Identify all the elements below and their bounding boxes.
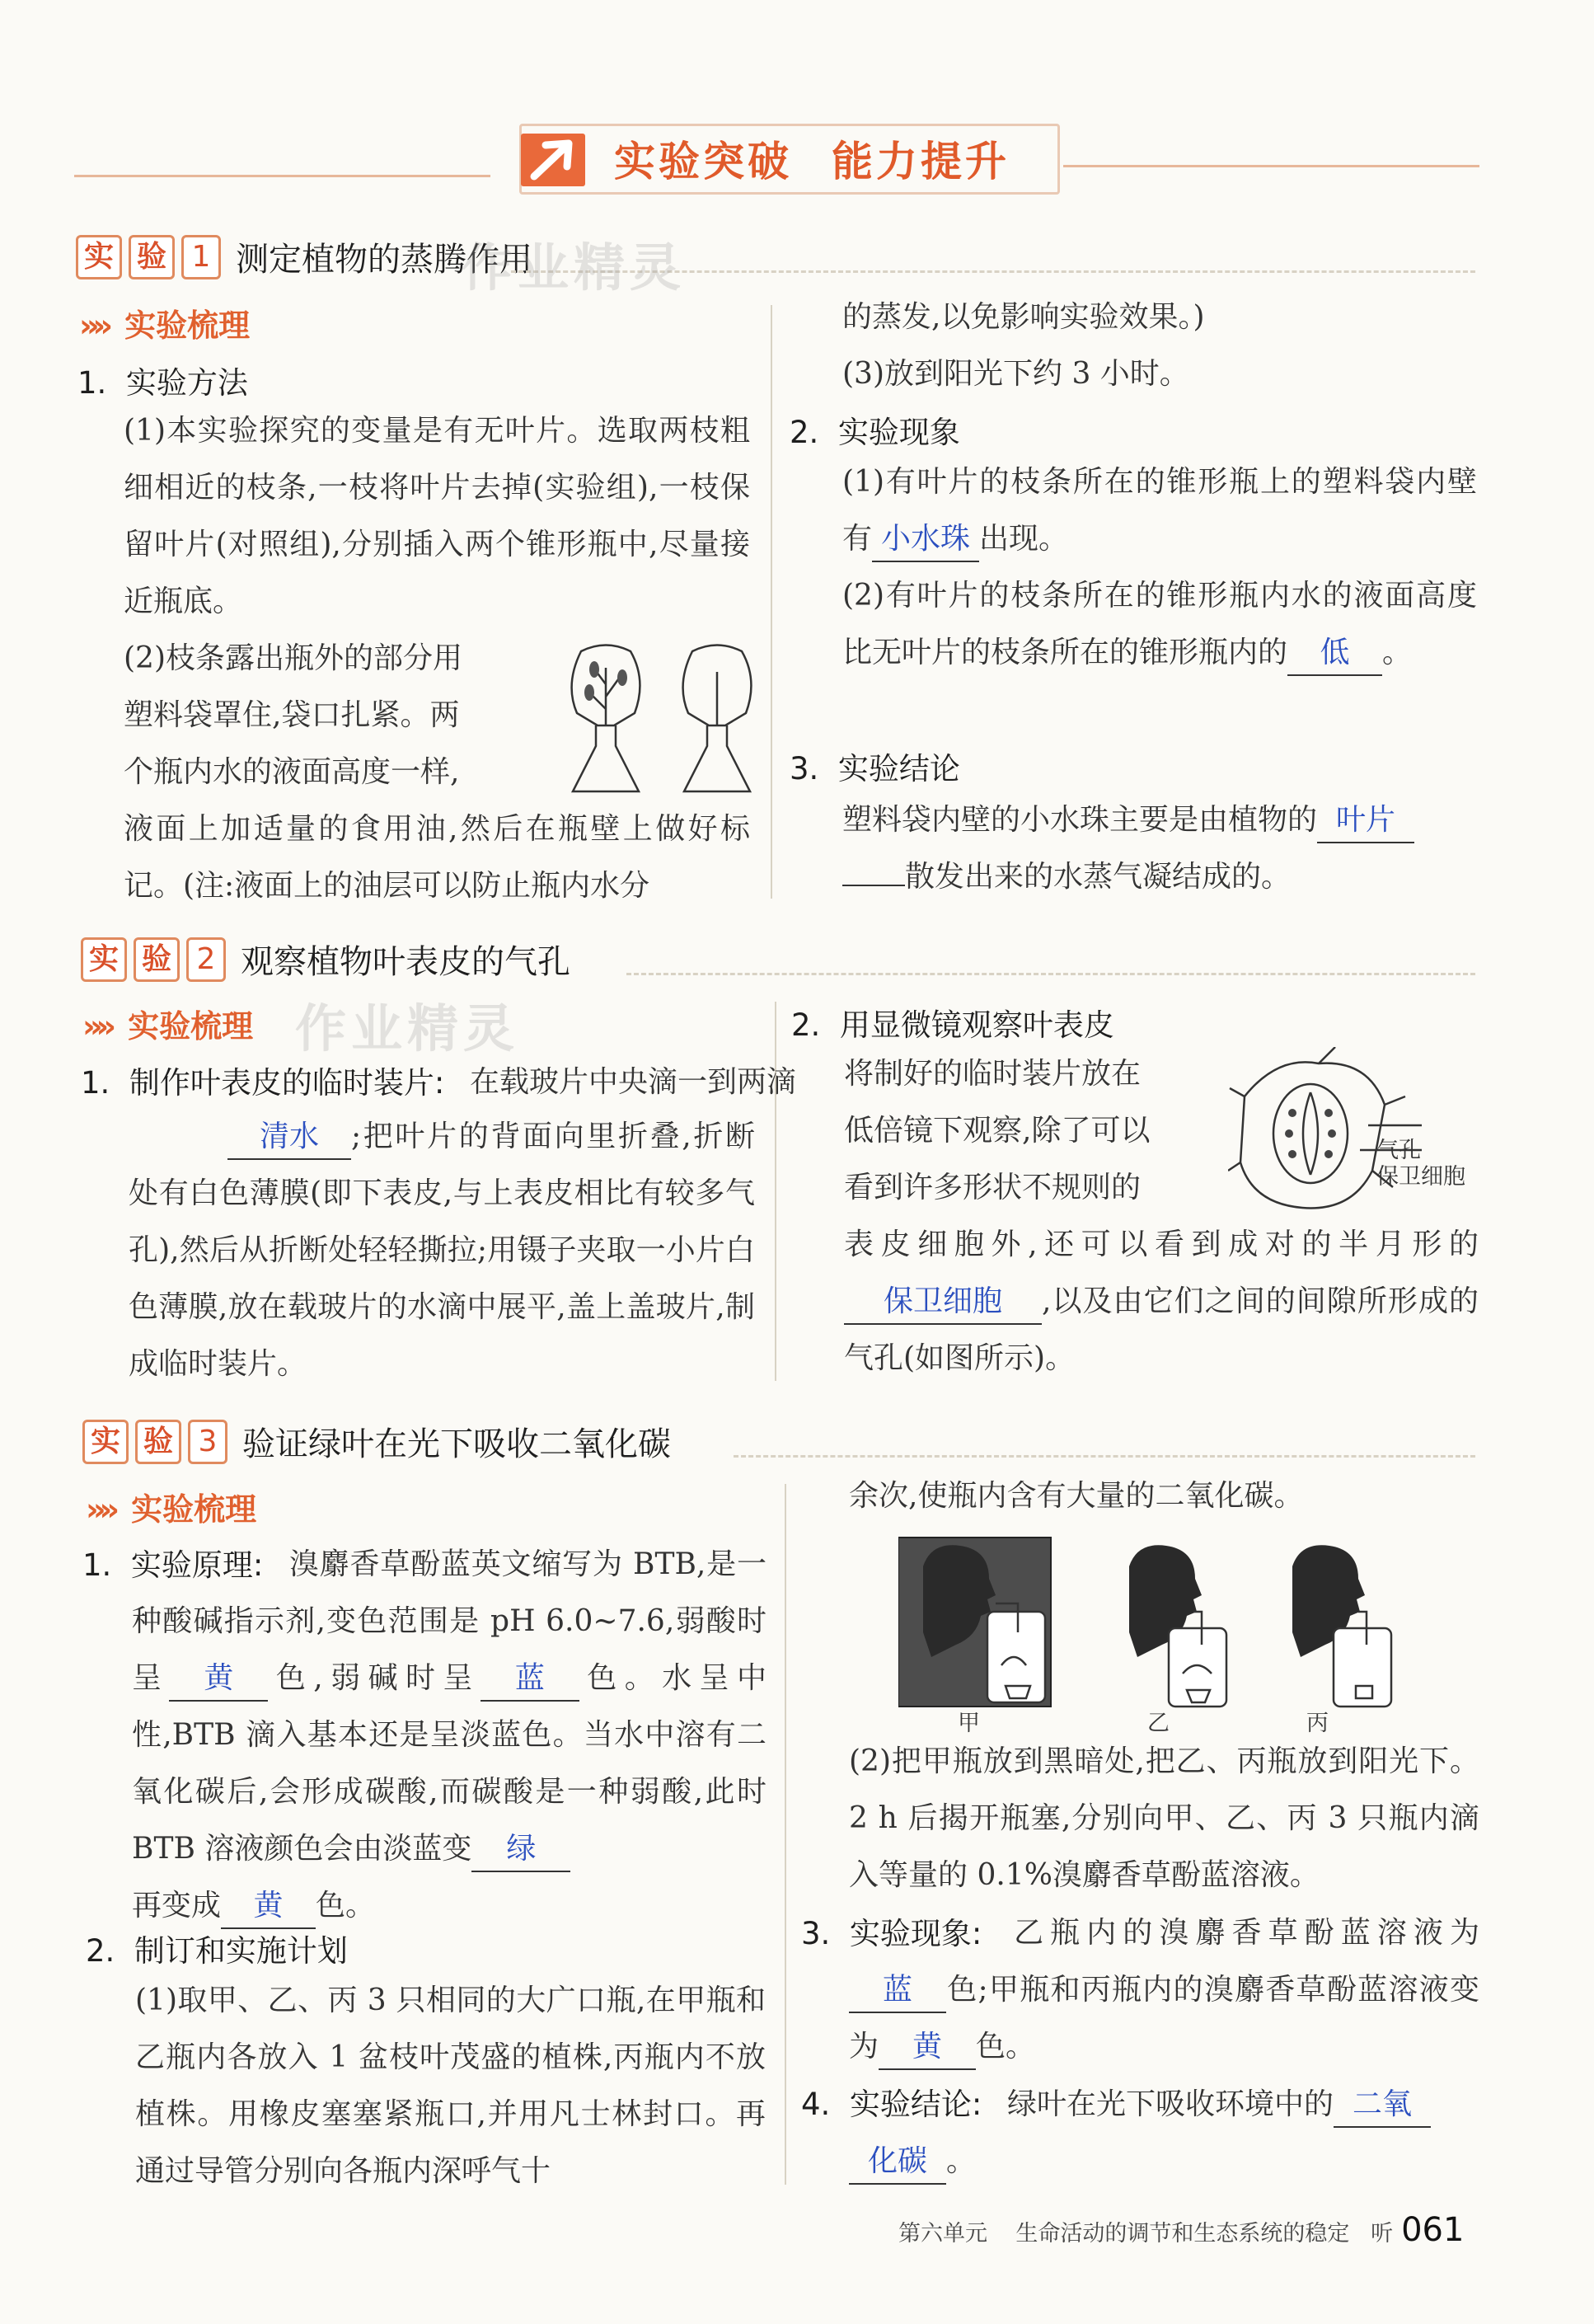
exp3-header	[82, 1418, 671, 1472]
exp3-item2-head	[86, 1926, 348, 1970]
exp2-header	[81, 936, 570, 990]
figure-label-guard-cell: 保卫细胞	[1376, 1164, 1465, 1190]
arrow-up-right-icon	[521, 134, 585, 186]
answer-blank: 保卫细胞	[844, 1280, 1042, 1325]
item-title: 实验现象	[837, 415, 960, 450]
figure-label-jia: 甲	[958, 1711, 980, 1736]
text: 。	[1382, 636, 1413, 669]
badge-shi: 实	[82, 1420, 129, 1464]
exp3-column-divider	[785, 1484, 786, 2185]
answer-blank: 黄	[221, 1885, 316, 1929]
text: 塑料袋内壁的小水珠主要是由植物的	[842, 803, 1318, 837]
exp2-r-rest	[844, 1216, 1479, 1387]
banner-left-rule	[74, 175, 490, 177]
text-line: 将制好的临时装片放在	[844, 1057, 1142, 1091]
text: (2)有叶片的枝条所在的锥形瓶内水的液面高度比无叶片的枝条所在的锥形瓶内的	[842, 579, 1477, 669]
exp3-p2: (1)取甲、乙、丙 3 只相同的大广口瓶,在甲瓶和乙瓶内各放入 1 盆枝叶茂盛的植株,丙瓶内不放植株。用橡皮塞塞紧瓶口,并用凡士林封口。再通过导管分别向各瓶内深呼气十	[135, 1984, 766, 2188]
text-line: 塑料袋罩住,袋口扎紧。两	[124, 698, 460, 732]
text-line: 个瓶内水的液面高度一样,	[124, 755, 460, 789]
exp2-item1-head	[81, 1058, 444, 1102]
flask-bag-illustration	[548, 635, 762, 800]
answer-blank: 清水	[227, 1115, 351, 1160]
double-chevron-icon: »»	[79, 308, 107, 344]
double-chevron-icon: »»	[86, 1491, 114, 1528]
exp1-r-p5	[842, 567, 1477, 681]
item-number: 1.	[81, 1065, 110, 1101]
text: ,以及由它们之间的间隙所形成的气孔(如图所示)。	[844, 1284, 1479, 1375]
exp3-subhead	[86, 1484, 256, 1529]
text: 溴麝香草酚蓝英文缩写为 BTB,是一种酸碱指示剂,变色范围是 pH 6.0~7.6,弱酸时呈	[132, 1547, 767, 1695]
footer-topic: 生命活动的调节和生态系统的稳定	[1015, 2221, 1350, 2247]
watermark: 作业精灵	[462, 237, 687, 298]
badge-num: 3	[188, 1420, 227, 1464]
banner-right-text: 能力提升	[832, 138, 1010, 185]
exp3-dashline	[734, 1455, 1475, 1458]
text: 色;甲瓶和丙瓶内的溴麝香草酚蓝溶液变为	[849, 1973, 1479, 2063]
subhead-label: 实验梳理	[131, 1491, 257, 1528]
text: ;把叶片的背面向里折叠,折断处有白色薄膜(即下表皮,与上表皮相比有较多气孔),然后从折断处轻轻撕拉;用镊子夹取一小片白色薄膜,放在载玻片的水滴中展平,盖上盖玻片,制成临时装片。	[129, 1120, 755, 1381]
item-title: 实验原理:	[130, 1547, 264, 1583]
figure-label-yi: 乙	[1147, 1711, 1170, 1736]
page-footer	[898, 2211, 1464, 2249]
stomata-illustration	[1228, 1047, 1475, 1228]
item-title: 制作叶表皮的临时装片:	[129, 1065, 445, 1101]
exp2-p1a: 在载玻片中央滴一到两滴	[470, 1065, 797, 1099]
watermark: 作业精灵	[295, 998, 520, 1059]
exp1-p1: (1)本实验探究的变量是有无叶片。选取两枝粗细相近的枝条,一枝将叶片去掉(实验组),一枝保留叶片(对照组),分别插入两个锥形瓶中,尽量接近瓶底。	[124, 414, 750, 618]
badge-yan: 验	[129, 235, 175, 279]
exp1-subhead	[79, 300, 250, 345]
double-chevron-icon: »»	[82, 1008, 110, 1045]
exp3-p1	[132, 1536, 767, 1934]
exp3-title: 验证绿叶在光下吸收二氧化碳	[242, 1425, 671, 1463]
text: 再变成	[132, 1889, 222, 1923]
figure-label-bing: 丙	[1306, 1711, 1329, 1736]
exp2-r-lines	[844, 1045, 1231, 1216]
exp3-r-p4	[849, 2076, 1479, 2190]
exp1-r-p6	[842, 791, 1477, 905]
exp1-r-p3: (3)放到阳光下约 3 小时。	[842, 357, 1189, 391]
item-title: 实验方法	[125, 365, 248, 401]
item-number: 3.	[801, 1916, 831, 1951]
badge-yan: 验	[134, 937, 180, 982]
badge-shi: 实	[81, 937, 127, 982]
answer-blank: 绿	[471, 1828, 570, 1872]
banner-left-text: 实验突破	[614, 138, 792, 185]
text: 色,弱碱时呈	[268, 1661, 481, 1695]
text: 乙瓶内的溴麝香草酚蓝溶液为	[1007, 1916, 1479, 1950]
exp2-column-divider	[775, 1002, 776, 1381]
exp1-p2-rest: 液面上加适量的食用油,然后在瓶壁上做好标记。(注:液面上的油层可以防止瓶内水分	[124, 812, 750, 903]
exp2-subhead	[82, 1001, 253, 1046]
badge-num: 2	[186, 937, 226, 982]
banner-title	[614, 129, 1049, 188]
item-title: 用显微镜观察叶表皮	[839, 1007, 1114, 1043]
exp1-item2-head	[790, 407, 960, 452]
text: 表皮细胞外,还可以看到成对的半月形的	[844, 1228, 1479, 1261]
exp3-r-p2: (2)把甲瓶放到黑暗处,把乙、丙瓶放到阳光下。2 h 后揭开瓶塞,分别向甲、乙、丙 3 只瓶内滴入等量的 0.1%溴麝香草酚蓝溶液。	[849, 1744, 1479, 1892]
text-line: 看到许多形状不规则的	[844, 1171, 1142, 1204]
badge-shi: 实	[76, 235, 122, 279]
exp2-dashline	[626, 973, 1475, 975]
item-number: 4.	[801, 2087, 831, 2122]
text-line: 低倍镜下观察,除了可以	[844, 1114, 1151, 1148]
answer-blank: 黄	[879, 2026, 976, 2070]
text: 色。水呈中性,BTB 滴入基本还是呈淡蓝色。当水中溶有二氧化碳后,会形成碳酸,而碳酸是一种弱酸,此时 BTB 溶液颜色会由淡蓝变	[132, 1661, 767, 1866]
exp1-title: 测定植物的蒸腾作用	[236, 241, 532, 279]
answer-blank: 蓝	[849, 1969, 946, 2013]
text: 。	[946, 2144, 977, 2178]
text: 出现。	[979, 522, 1069, 556]
badge-yan: 验	[135, 1420, 181, 1464]
item-number: 3.	[790, 751, 819, 786]
item-title: 制订和实施计划	[134, 1933, 348, 1969]
item-number: 2.	[790, 415, 819, 450]
exp3-r-p3	[849, 1904, 1479, 2075]
banner-right-rule	[1063, 165, 1479, 167]
item-number: 2.	[86, 1933, 115, 1969]
answer-blank: 二氧	[1334, 2083, 1431, 2128]
exp1-r-cont: 的蒸发,以免影响实验效果。)	[842, 300, 1205, 334]
answer-blank: 低	[1287, 631, 1382, 676]
item-title: 实验现象:	[849, 1916, 982, 1951]
answer-blank: 化碳	[849, 2140, 946, 2185]
exp3-r-cont: 余次,使瓶内含有大量的二氧化碳。	[849, 1479, 1304, 1513]
subhead-label: 实验梳理	[124, 308, 251, 344]
subhead-label: 实验梳理	[128, 1008, 254, 1045]
exp1-r-p4	[842, 453, 1477, 567]
text: (1)有叶片的枝条所在的锥形瓶上的塑料袋内壁有	[842, 465, 1477, 556]
text: 绿叶在光下吸收环境中的	[1007, 2087, 1334, 2121]
figure-label-stoma: 气孔	[1376, 1138, 1421, 1163]
text: 色。	[316, 1889, 376, 1923]
exp1-p2-lines	[124, 630, 536, 800]
answer-blank: 叶片	[1317, 799, 1414, 843]
item-number: 1.	[82, 1547, 112, 1583]
answer-blank: 黄	[169, 1657, 268, 1702]
exp1-item3-head	[790, 744, 960, 788]
exp1-column-divider	[771, 305, 772, 899]
answer-blank: 蓝	[481, 1657, 579, 1702]
item-number: 2.	[791, 1007, 821, 1043]
footer-ting: 听	[1371, 2221, 1394, 2247]
text-line: (2)枝条露出瓶外的部分用	[124, 641, 462, 675]
answer-blank-tail	[842, 885, 905, 886]
text: 散发出来的水蒸气凝结成的。	[905, 860, 1292, 894]
badge-num: 1	[181, 235, 221, 279]
text: 色。	[976, 2030, 1036, 2063]
page-number: 061	[1401, 2211, 1465, 2249]
footer-unit: 第六单元	[898, 2221, 987, 2247]
exp2-p1	[129, 1108, 755, 1392]
item-number: 1.	[77, 365, 107, 401]
breathing-bottles-illustration	[898, 1533, 1475, 1731]
answer-blank: 小水珠	[872, 518, 979, 562]
exp2-title: 观察植物叶表皮的气孔	[241, 943, 570, 981]
item-title: 实验结论:	[849, 2087, 982, 2122]
item-title: 实验结论	[837, 751, 960, 786]
exp1-item1-head	[77, 358, 248, 402]
exp2-item2-head	[791, 1000, 1114, 1045]
